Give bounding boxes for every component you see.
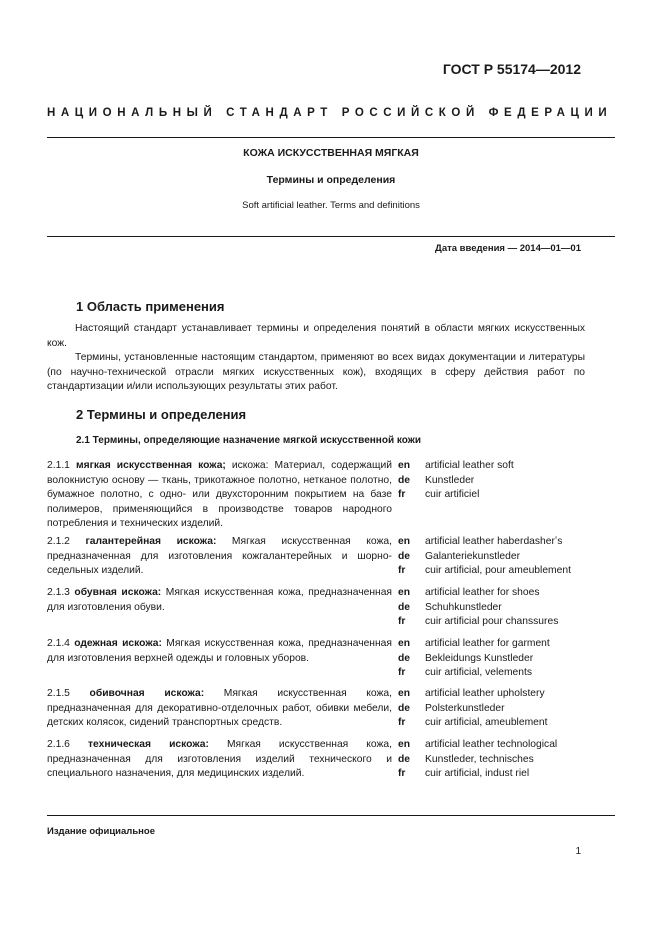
page-number: 1 [575,846,581,857]
term-fr: cuir artificial, ameublement [425,717,548,728]
term-de: Galanteriekunstleder [425,550,521,562]
term-fr: cuir artificial, indust riel [425,768,530,779]
document-title-en: Soft artificial leather. Terms and definitions [242,200,420,211]
term-entry [47,687,392,731]
term-equivalents [398,637,598,681]
term-definition: Мягкая искусственная кожа, предназначенная для декоративно-отделочных работ, обивки мебели, детских колясок, сидений транспортных средств. [47,688,393,728]
section-1-paragraph: Настоящий стандарт устанавливает термины и определения понятий в области мягких искусственных кож. [47,323,585,349]
section-2-1-heading: 2.1 Термины, определяющие назначение мягкой искусственной кожи [76,435,421,446]
term-definition: Мягкая искусственная кожа, предназначенная для изготовления изделий технического и специального назначения, для медицинских изделий. [47,739,392,779]
lang-code-de: de [398,652,411,664]
lang-code-de: de [398,601,411,613]
official-edition-label: Издание официальное [47,826,155,837]
term-definition: Мягкая искусственная кожа, предназначенная для изготовления кожгалантерейных и шорно-седельных изделий. [47,536,392,576]
national-standard-banner: НАЦИОНАЛЬНЫЙ СТАНДАРТ РОССИЙСКОЙ ФЕДЕРАЦИИ [47,107,613,119]
lang-code-de: de [398,753,411,765]
term-entry [47,637,392,666]
term-equivalents [398,687,598,731]
term-de: Kunstleder [425,474,475,486]
term-name: обувная искожа: [74,587,162,598]
lang-code-fr: fr [398,717,406,728]
lang-code-fr: fr [398,616,406,627]
lang-code-de: de [398,474,411,486]
introduction-date: Дата введения — 2014—01—01 [435,243,581,254]
term-de: Kunstleder, technisches [425,753,534,765]
section-1-heading: 1 Область применения [76,299,225,314]
term-de: Schuhkunstleder [425,601,502,613]
term-entry [47,586,392,615]
lang-code-en: en [398,536,411,547]
section-1-body [47,322,585,395]
term-definition: Мягкая искусственная кожа, предназначенная для изготовления верхней одежды и головных уборов. [47,638,392,664]
term-entry [47,535,392,579]
term-fr: cuir artificial pour chanssures [425,616,559,627]
lang-code-en: en [398,460,411,471]
term-definition: Мягкая искусственная кожа, предназначенная для изготовления обуви. [47,587,392,613]
lang-code-en: en [398,688,411,699]
term-en: artificial leather for garment [425,638,550,649]
term-name: техническая искожа: [87,739,209,750]
lang-code-fr: fr [398,565,406,576]
term-number: 2.1.5 [47,688,70,699]
lang-code-fr: fr [398,768,406,779]
term-en: artificial leather technological [425,739,558,750]
term-name: галантерейная искожа: [85,536,217,547]
term-de: Polsterkunstleder [425,702,505,714]
term-definition: искожа: Материал, содержащий волокнистую основу — ткань, трикотажное полотно, нетканое полотно, бумажное полотно, с одно- или двухсторонним покрытием на базе полимеров, применяющийся в производстве товаров народного потребления и технических изделий. [47,460,392,529]
lang-code-fr: fr [398,667,406,678]
term-fr: cuir artificial, velements [425,667,533,678]
term-en: artificial leather haberdasherʽs [425,536,563,547]
term-equivalents [398,459,598,503]
term-fr: cuir artificiel [425,489,480,500]
lang-code-de: de [398,702,411,714]
lang-code-en: en [398,638,411,649]
term-number: 2.1.4 [47,638,70,649]
term-name: одежная искожа: [74,638,162,649]
lang-code-en: en [398,739,411,750]
term-name: мягкая искусственная кожа; [75,460,226,471]
document-subtitle: Термины и определения [266,174,396,186]
term-en: artificial leather upholstery [425,688,545,699]
term-name: обивочная искожа: [89,688,205,699]
document-title: КОЖА ИСКУССТВЕННАЯ МЯГКАЯ [243,147,419,159]
term-en: artificial leather soft [425,460,514,471]
term-entry [47,459,392,532]
lang-code-de: de [398,550,411,562]
term-equivalents [398,535,598,579]
term-en: artificial leather for shoes [425,587,540,598]
lang-code-fr: fr [398,489,406,500]
term-number: 2.1.6 [47,739,70,750]
section-2-heading: 2 Термины и определения [76,407,247,422]
term-number: 2.1.3 [47,587,70,598]
standard-number: ГОСТ Р 55174—2012 [442,61,581,77]
term-number: 2.1.1 [47,460,70,471]
term-number: 2.1.2 [47,536,70,547]
term-de: Bekleidungs Kunstleder [425,652,534,664]
term-fr: cuir artificial, pour ameublement [425,565,571,576]
footer-divider [47,815,615,816]
term-equivalents [398,738,598,782]
section-1-paragraph: Термины, установленные настоящим стандартом, применяют во всех видах документации и литературы (по научно-технической отрасли мягких искусственных кож), входящих в сферу действия работ по стандартизации и/или использующих результаты этих работ. [47,352,585,392]
term-entry [47,738,392,782]
lang-code-en: en [398,587,411,598]
term-equivalents [398,586,598,630]
